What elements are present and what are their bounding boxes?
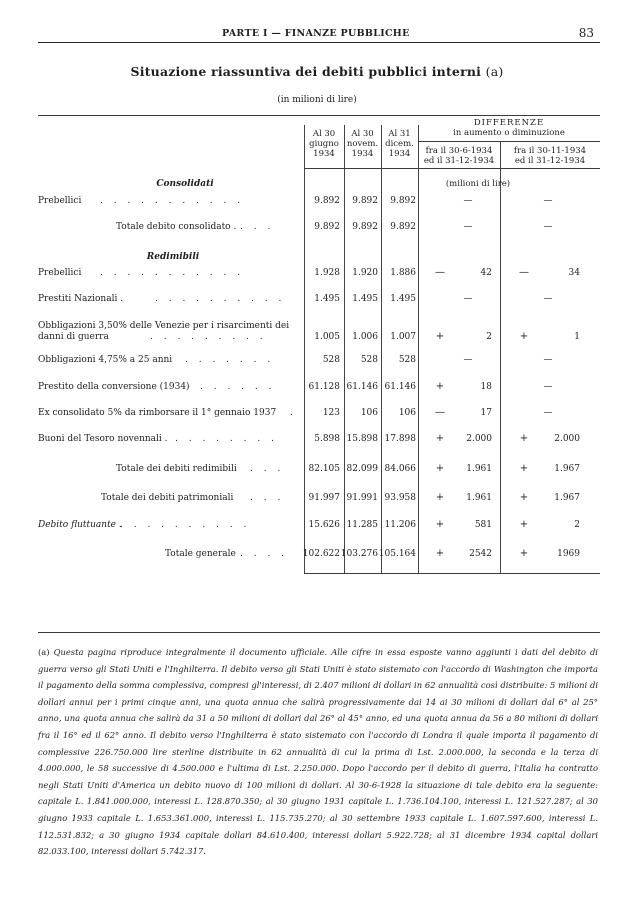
leader-dots: . . . xyxy=(250,493,285,503)
col-head-line: Al 31 xyxy=(388,129,411,139)
table-header-bottom-rule xyxy=(304,168,600,169)
value-nov-1934: 103.276 xyxy=(340,549,378,559)
value-dec-1934: 9.892 xyxy=(390,222,416,232)
table-row xyxy=(0,355,634,369)
row-label: Totale dei debiti redimibili xyxy=(116,464,237,474)
value-dec-1934: 93.958 xyxy=(384,493,416,503)
footnote-mark: (a) xyxy=(38,647,50,657)
row-label: Prestiti Nazionali . xyxy=(38,294,124,304)
value-dec-1934: 11.206 xyxy=(384,520,416,530)
value-nov-1934: 528 xyxy=(360,355,378,365)
value-nov-1934: 1.920 xyxy=(352,268,378,278)
diff1-sign: + xyxy=(435,331,445,342)
value-dec-1934: 105.164 xyxy=(378,549,416,559)
diff1-value: 2.000 xyxy=(466,434,492,444)
value-jun-1934: 123 xyxy=(322,408,340,418)
table-row xyxy=(0,321,634,342)
diff2-sign: + xyxy=(519,433,529,444)
row-label: Prebellici xyxy=(38,268,82,278)
table-row xyxy=(0,268,634,282)
diff1-sign: + xyxy=(435,463,445,474)
row-label: Buoni del Tesoro novennali . xyxy=(38,434,168,444)
table-row xyxy=(0,196,634,210)
table-row xyxy=(0,434,634,448)
diff2-sign: + xyxy=(519,548,529,559)
value-nov-1934: 9.892 xyxy=(352,222,378,232)
diff2-value: — xyxy=(543,382,553,392)
diff1-value: — xyxy=(463,222,473,232)
table-bottom-rule xyxy=(304,573,600,574)
value-nov-1934: 61.146 xyxy=(346,382,378,392)
value-dec-1934: 9.892 xyxy=(390,196,416,206)
value-jun-1934: 9.892 xyxy=(314,196,340,206)
row-label: Prestito della conversione (1934) xyxy=(38,382,190,392)
diff-group-rule xyxy=(418,141,600,142)
leader-dots: . . . . . . . . . . . xyxy=(100,196,245,206)
row-label: Obbligazioni 3,50% delle Venezie per i risarcimenti dei xyxy=(38,321,290,331)
value-nov-1934: 1.006 xyxy=(352,332,378,342)
value-dec-1934: 61.146 xyxy=(384,382,416,392)
units-note: (milioni di lire) xyxy=(445,179,511,189)
diff1-sign: + xyxy=(435,492,445,503)
leader-dots: . . . . . . . . xyxy=(175,434,278,444)
leader-dots: . . . . . . . . . . . xyxy=(100,268,245,278)
value-dec-1934: 1.495 xyxy=(390,294,416,304)
value-jun-1934: 102.622 xyxy=(302,549,340,559)
col-head-diff-2 xyxy=(500,146,600,166)
value-dec-1934: 1.007 xyxy=(390,332,416,342)
diff1-sign: — xyxy=(435,267,445,278)
diff1-value: 581 xyxy=(474,520,492,530)
col-head-line: Al 30 xyxy=(351,129,374,139)
table-row xyxy=(0,294,634,308)
value-nov-1934: 15.898 xyxy=(346,434,378,444)
value-dec-1934: 1.886 xyxy=(390,268,416,278)
value-jun-1934: 1.005 xyxy=(314,332,340,342)
page-number: 83 xyxy=(578,26,594,40)
diff2-value: — xyxy=(543,222,553,232)
value-dec-1934: 84.066 xyxy=(384,464,416,474)
diff2-value: 1 xyxy=(574,332,580,342)
section-redimibili: Redimibili xyxy=(146,252,200,262)
diff1-value: — xyxy=(463,294,473,304)
value-jun-1934: 528 xyxy=(322,355,340,365)
diff1-sign: + xyxy=(435,381,445,392)
doc-subtitle: (in milioni di lire) xyxy=(277,95,357,105)
col-head-line: Al 30 xyxy=(312,129,336,139)
table-row xyxy=(0,549,634,563)
diff2-value: 1.967 xyxy=(554,493,580,503)
row-label: Totale generale xyxy=(165,549,236,559)
row-label: Prebellici xyxy=(38,196,82,206)
row-label: Totale dei debiti patrimoniali xyxy=(101,493,234,503)
diff-subtitle: in aumento o diminuzione xyxy=(453,128,565,138)
col-head-line: 1934 xyxy=(313,149,335,159)
footnote xyxy=(38,644,598,860)
value-jun-1934: 1.495 xyxy=(314,294,340,304)
diff1-value: 18 xyxy=(480,382,492,392)
diff2-value: — xyxy=(543,355,553,365)
diff1-sign: — xyxy=(435,407,445,418)
row-label: Debito fluttuante . xyxy=(38,520,122,530)
table-top-rule xyxy=(38,115,600,116)
table-row xyxy=(0,382,634,396)
footnote-text: Questa pagina riproduce integralmente il documento ufficiale. Alle cifre in essa esposte vanno aggiunti i dati del debito di guerra verso gli Stati Uniti e l'Inghilterra. Il debito verso gli Stati Uniti è stato sistemato con l'accordo di Washington che importa il pagamento della somma complessiva, compresi gl'interessi, di 2.407 milioni di dollari in 62 annualità così distribuite: 5 milioni di dollari annui per i primi cinque anni, una quota annua che salirà progressivamente dai 14 ai 30 milioni di dollari dal 6° al 25° anno, una quota annua che salirà da 31 a 50 milioni di dollari dal 26° al 45° anno, ed una quota annua da 56 a 80 milioni di dollari fra il 16° ed il 62° anno. Il debito verso l'Inghilterra è stato sistemato con l'accordo di Londra il quale importa il pagamento di complessive 226.750.000 lire sterline distribuite in 62 annualità di cui la prima di Lst. 2.000.000, la seconda e la terza di 4.000.000, le 58 successive di 4.500.000 e l'ultima di Lst. 2.250.000. Dopo l'accordo per il debito di guerra, l'Italia ha contratto negli Stati Uniti d'America un debito nuovo di 100 milioni di dollari. Al 30-6-1928 la situazione di tale debito era la seguente: capitale L. 1.841.000.000, interessi L. 128.870.350; al 30 giugno 1931 capitale L. 1.736.104.100, interessi L. 121.527.287; al 30 giugno 1933 capitale L. 1.653.361.000, interessi L. 115.735.270; al 30 settembre 1933 capitale L. 1.607.597.600, interessi L. 112.531.832; a 30 giugno 1934 capitale dollari 84.610.400, interessi dollari 5.922.728; al 31 dicembre 1934 capital dollari 82.033.100, interessi dollari 5.742.317. xyxy=(38,647,598,857)
col-head-line: novem. xyxy=(346,139,379,149)
value-nov-1934: 1.495 xyxy=(352,294,378,304)
col-head-line: ed il 31-12-1934 xyxy=(514,156,586,166)
value-jun-1934: 5.898 xyxy=(314,434,340,444)
col-head-dec-1934 xyxy=(381,129,418,159)
leader-dots: . xyxy=(290,408,297,418)
diff2-value: — xyxy=(543,408,553,418)
title-text: Situazione riassuntiva dei debiti pubblici interni xyxy=(130,64,482,79)
diff1-value: 17 xyxy=(480,408,492,418)
row-label: Obbligazioni 4,75% a 25 anni xyxy=(38,355,173,365)
value-nov-1934: 9.892 xyxy=(352,196,378,206)
value-nov-1934: 106 xyxy=(360,408,378,418)
col-head-line: 1934 xyxy=(351,149,374,159)
row-label: Totale debito consolidato . xyxy=(116,222,237,232)
diff2-sign: + xyxy=(519,492,529,503)
col-head-line: fra il 30-6-1934 xyxy=(425,146,493,156)
col-head-diff-1 xyxy=(418,146,500,166)
diff2-value: — xyxy=(543,294,553,304)
table-row xyxy=(0,493,634,507)
diff1-value: 2 xyxy=(486,332,492,342)
doc-title xyxy=(0,64,634,79)
diff1-value: 42 xyxy=(480,268,492,278)
value-jun-1934: 82.105 xyxy=(308,464,340,474)
value-nov-1934: 11.285 xyxy=(346,520,378,530)
leader-dots: . . . . . . . . . . xyxy=(155,294,286,304)
col-head-nov-1934 xyxy=(344,129,381,159)
col-head-line: 1934 xyxy=(388,149,411,159)
diff2-value: 34 xyxy=(568,268,580,278)
diff2-value: 1.967 xyxy=(554,464,580,474)
title-note-ref: (a) xyxy=(485,64,504,79)
diff1-value: — xyxy=(463,196,473,206)
diff1-sign: + xyxy=(435,548,445,559)
table-row xyxy=(0,222,634,236)
diff2-value: 2.000 xyxy=(554,434,580,444)
diff2-sign: + xyxy=(519,331,529,342)
value-dec-1934: 17.898 xyxy=(384,434,416,444)
value-nov-1934: 91.991 xyxy=(346,493,378,503)
diff2-value: — xyxy=(543,196,553,206)
diff2-sign: + xyxy=(519,463,529,474)
table-row xyxy=(0,408,634,422)
table-row xyxy=(0,520,634,534)
diff1-value: 1.961 xyxy=(466,493,492,503)
value-dec-1934: 106 xyxy=(398,408,416,418)
value-jun-1934: 61.128 xyxy=(308,382,340,392)
diff1-sign: + xyxy=(435,433,445,444)
leader-dots: . . . . . . . . . xyxy=(150,332,267,342)
col-head-line: ed il 31-12-1934 xyxy=(423,156,495,166)
header-rule xyxy=(38,42,600,43)
leader-dots: . . . xyxy=(240,222,275,232)
value-nov-1934: 82.099 xyxy=(346,464,378,474)
row-label-continued: danni di guerra xyxy=(38,332,109,342)
footnote-separator xyxy=(38,632,600,633)
diff1-value: 2542 xyxy=(469,549,492,559)
running-head: PARTE I — FINANZE PUBBLICHE xyxy=(222,28,410,39)
col-head-jun-1934 xyxy=(304,129,344,159)
section-consolidati: Consolidati xyxy=(156,179,214,189)
value-jun-1934: 91.997 xyxy=(308,493,340,503)
diff-group-head xyxy=(418,118,600,138)
value-jun-1934: 1.928 xyxy=(314,268,340,278)
value-jun-1934: 9.892 xyxy=(314,222,340,232)
diff2-value: 1969 xyxy=(557,549,580,559)
leader-dots: . . . . . . xyxy=(200,382,276,392)
diff1-sign: + xyxy=(435,519,445,530)
leader-dots: . . . xyxy=(250,464,285,474)
leader-dots: . . . . . . . xyxy=(185,355,275,365)
value-dec-1934: 528 xyxy=(398,355,416,365)
leader-dots: . . . . xyxy=(240,549,289,559)
diff1-value: — xyxy=(463,355,473,365)
row-label: Ex consolidato 5% da rimborsare il 1° gennaio 1937 xyxy=(38,408,277,418)
col-head-line: giugno xyxy=(309,139,339,149)
diff2-sign: + xyxy=(519,519,529,530)
diff1-value: 1.961 xyxy=(466,464,492,474)
col-head-line: fra il 30-11-1934 xyxy=(513,146,587,156)
diff-title: DIFFERENZE xyxy=(473,118,545,128)
col-head-line: dicem. xyxy=(385,139,414,149)
diff2-sign: — xyxy=(519,267,529,278)
leader-dots: . . . . . . . . . . xyxy=(120,520,251,530)
table-row xyxy=(0,464,634,478)
value-jun-1934: 15.626 xyxy=(308,520,340,530)
diff2-value: 2 xyxy=(574,520,580,530)
